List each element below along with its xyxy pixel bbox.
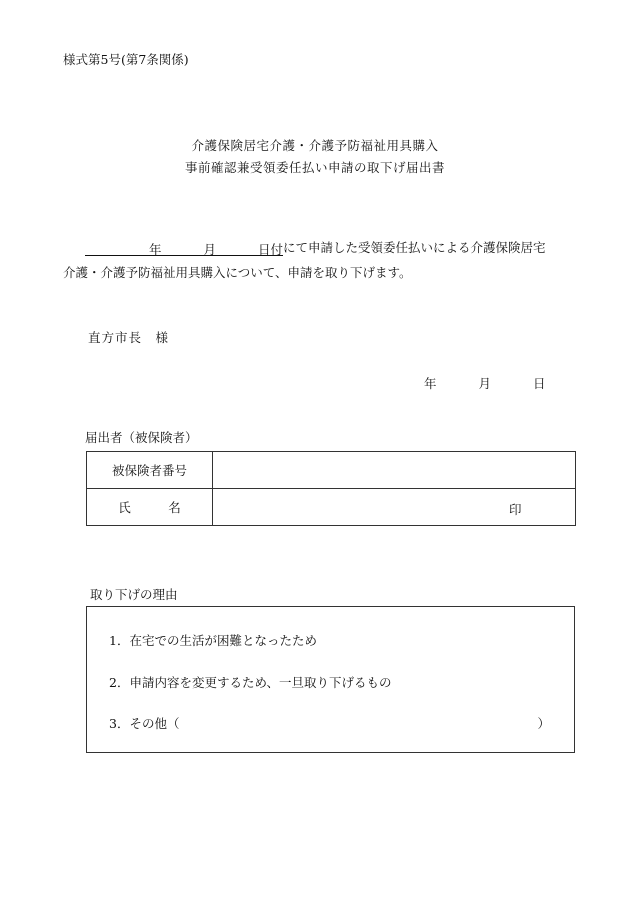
- reason-box: [86, 606, 575, 753]
- applicant-heading: 届出者（被保険者）: [85, 430, 198, 445]
- reason-other-close: ）: [537, 716, 550, 731]
- day-blank[interactable]: [216, 240, 258, 256]
- table-row: [87, 489, 576, 526]
- name-field[interactable]: [213, 489, 576, 526]
- year-label: 年: [149, 242, 162, 257]
- applicant-table: [86, 451, 576, 526]
- reason-option-2[interactable]: 2．申請内容を変更するため、一旦取り下げるもの: [109, 675, 392, 690]
- insured-number-label: 被保険者番号: [87, 452, 213, 489]
- addressee: 直方市長 様: [88, 330, 170, 345]
- body-line-1-text: にて申請した受領委任払いによる介護保険居宅: [283, 240, 546, 255]
- name-label: 氏 名: [87, 489, 213, 526]
- reason-heading: 取り下げの理由: [90, 587, 178, 602]
- form-number: 様式第5号(第7条関係): [63, 52, 189, 67]
- title-line-1: 介護保険居宅介護・介護予防福祉用具購入: [191, 138, 439, 153]
- body-line-1: [85, 238, 546, 256]
- reason-option-1[interactable]: 1．在宅での生活が困難となったため: [109, 633, 317, 648]
- date-month: 月: [478, 376, 492, 391]
- day-label: 日付: [258, 242, 284, 257]
- month-blank[interactable]: [162, 240, 204, 256]
- body-line-2: 介護・介護予防福祉用具購入について、申請を取り下げます。: [63, 265, 412, 280]
- table-row: [87, 452, 576, 489]
- seal-mark: 印: [509, 502, 522, 517]
- reason-option-3[interactable]: 3．その他（: [109, 716, 180, 731]
- title-line-2: 事前確認兼受領委任払い申請の取下げ届出書: [184, 160, 445, 175]
- insured-number-field[interactable]: [213, 452, 576, 489]
- date-line: [424, 374, 546, 392]
- year-blank[interactable]: [85, 240, 149, 256]
- date-year: 年: [424, 376, 437, 391]
- date-day: 日: [533, 376, 546, 391]
- month-label: 月: [203, 242, 217, 257]
